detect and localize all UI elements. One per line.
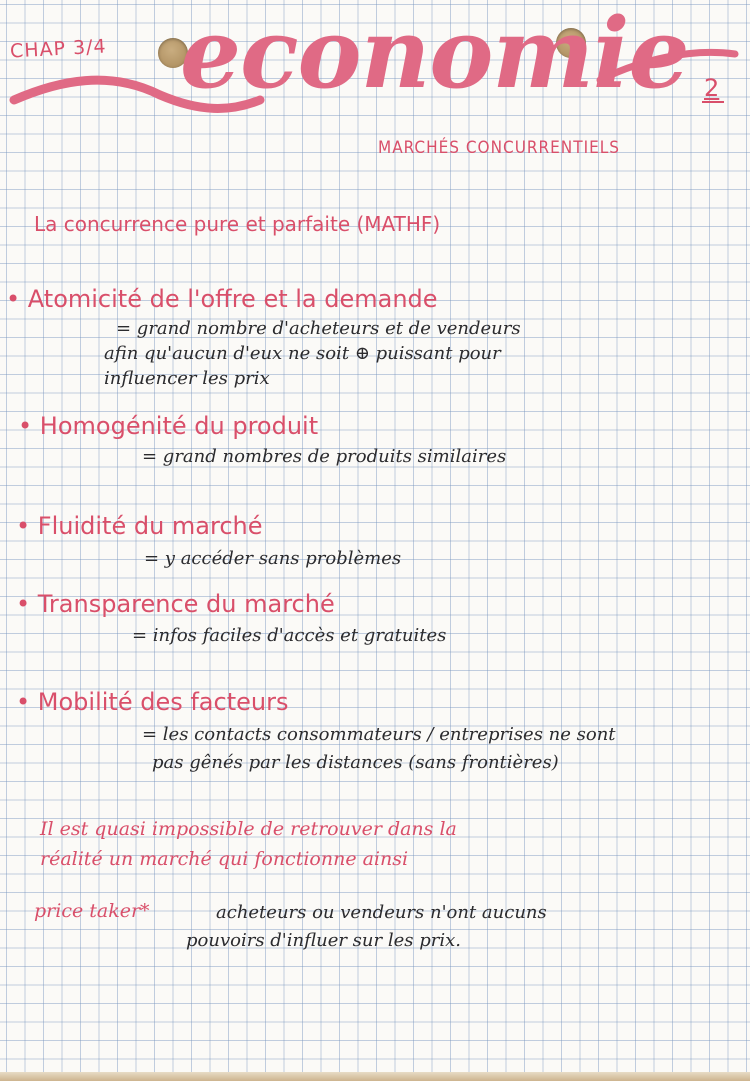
criterion-mobilite-line: = les contacts consommateurs / entreprises ne sont bbox=[142, 724, 616, 745]
criterion-atomicite-line: afin qu'aucun d'eux ne soit ⊕ puissant pour bbox=[104, 343, 501, 364]
definition-term: price taker* bbox=[34, 900, 150, 922]
criterion-mobilite-heading: • Mobilité des facteurs bbox=[16, 688, 289, 716]
subtitle: MARCHÉS CONCURRENTIELS bbox=[378, 138, 620, 158]
section-title: La concurrence pure et parfaite (MATHF) bbox=[34, 212, 441, 236]
criterion-atomicite-heading: • Atomicité de l'offre et la demande bbox=[6, 285, 438, 313]
criterion-transparence-line: = infos faciles d'accès et gratuites bbox=[132, 625, 447, 646]
criterion-homogenite-line: = grand nombres de produits similaires bbox=[142, 446, 507, 467]
note-line: réalité un marché qui fonctionne ainsi bbox=[40, 848, 409, 870]
criterion-fluidite-heading: • Fluidité du marché bbox=[16, 512, 263, 540]
definition-line: pouvoirs d'influer sur les prix. bbox=[186, 930, 461, 951]
criterion-atomicite-line: = grand nombre d'acheteurs et de vendeurs bbox=[116, 318, 521, 339]
criterion-mobilite-line: pas gênés par les distances (sans frontières) bbox=[152, 752, 559, 773]
criterion-transparence-heading: • Transparence du marché bbox=[16, 590, 335, 618]
page-title: economie bbox=[180, 0, 689, 110]
criterion-homogenite-heading: • Homogénité du produit bbox=[18, 412, 319, 440]
chapter-label: CHAP 3/4 bbox=[9, 35, 108, 63]
criterion-atomicite-line: influencer les prix bbox=[104, 368, 270, 389]
criterion-fluidite-line: = y accéder sans problèmes bbox=[144, 548, 402, 569]
page-number: 2 bbox=[704, 74, 720, 102]
definition-line: acheteurs ou vendeurs n'ont aucuns bbox=[216, 902, 547, 923]
note-line: Il est quasi impossible de retrouver dans la bbox=[40, 818, 457, 840]
